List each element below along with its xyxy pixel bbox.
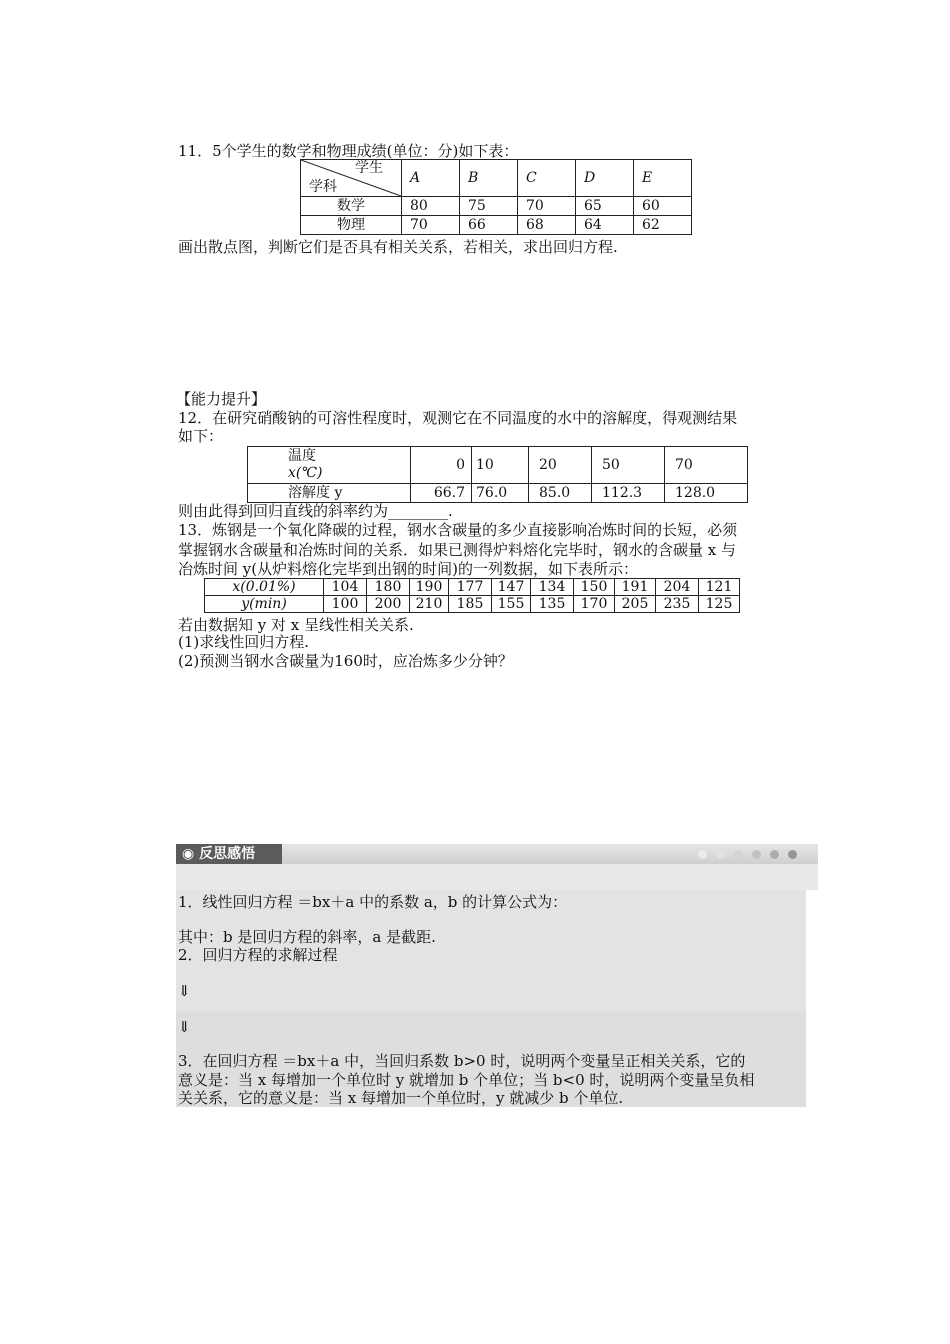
reflection-p5: 意义是：当 x 每增加一个单位时 y 就增加 b 个单位；当 b<0 时，说明两个变量呈负相 [178, 1071, 755, 1089]
q11-task: 画出散点图，判断它们是否具有相关关系，若相关，求出回归方程. [178, 238, 618, 256]
q12-line2: 如下： [178, 427, 224, 445]
table-cell: 204 [656, 579, 699, 596]
q12-solubility-table [247, 446, 748, 503]
q13-part2: (2)预测当钢水含碳量为160时，应冶炼多少分钟？ [178, 652, 513, 670]
decor-dot-icon [770, 850, 779, 859]
table-row [301, 197, 692, 216]
table-cell: 210 [410, 596, 449, 613]
section-title: 【能力提升】 [176, 390, 267, 408]
table-cell: 80 [402, 197, 460, 216]
table-row [205, 596, 740, 613]
q11-intro: 11．5个学生的数学和物理成绩(单位：分)如下表： [178, 142, 519, 160]
table-cell: 155 [492, 596, 531, 613]
q13-steel-table [204, 578, 740, 613]
table-cell: 75 [460, 197, 518, 216]
reflection-p2: 其中：b 是回归方程的斜率，a 是截距. [178, 928, 436, 946]
table-cell: 235 [656, 596, 699, 613]
table-cell: 121 [699, 579, 740, 596]
table-cell: 170 [574, 596, 615, 613]
decor-dot-icon [716, 850, 725, 859]
q11-score-table [300, 159, 692, 235]
table-cell: 191 [615, 579, 656, 596]
decor-dot-icon [698, 850, 707, 859]
reflection-band [176, 864, 818, 890]
table-row [205, 579, 740, 596]
table-cell: 60 [634, 197, 692, 216]
decor-dot-icon [788, 850, 797, 859]
q13-line2: 掌握钢水含碳量和冶炼时间的关系．如果已测得炉料熔化完毕时，钢水的含碳量 x 与 [178, 541, 736, 559]
q13-line1: 13．炼钢是一个氧化降碳的过程，钢水含碳量的多少直接影响冶炼时间的长短，必须 [178, 521, 738, 539]
row-label-temperature [248, 447, 411, 484]
table-cell: 70 [402, 216, 460, 235]
table-cell: 128.0 [665, 484, 748, 503]
table-cell: 205 [615, 596, 656, 613]
q13-line3: 冶炼时间 y(从炉料熔化完毕到出钢的时间)的一列数据，如下表所示： [178, 560, 638, 578]
table-cell: 185 [449, 596, 492, 613]
table-cell: 62 [634, 216, 692, 235]
down-arrow-icon: ⇓ [178, 1018, 191, 1036]
table-cell: 112.3 [592, 484, 665, 503]
table-cell: 125 [699, 596, 740, 613]
table-cell: 85.0 [529, 484, 592, 503]
table-cell: 135 [531, 596, 574, 613]
table-cell: 20 [529, 447, 592, 484]
table-cell: 100 [324, 596, 367, 613]
table-cell: 10 [472, 447, 529, 484]
table-cell: 0 [411, 447, 472, 484]
reflection-p4: 3．在回归方程 ＝bx＋a 中，当回归系数 b>0 时，说明两个变量呈正相关关系，它的 [178, 1052, 746, 1070]
table-row [301, 216, 692, 235]
student-e: E [634, 160, 692, 197]
table-row [248, 447, 748, 484]
temp-label-top: 温度 [288, 448, 316, 464]
q12-question: 则由此得到回归直线的斜率约为________. [178, 502, 453, 520]
decor-dot-icon [752, 850, 761, 859]
table-cell: 190 [410, 579, 449, 596]
down-arrow-icon: ⇓ [178, 982, 191, 1000]
table-cell: 147 [492, 579, 531, 596]
q13-line4: 若由数据知 y 对 x 呈线性相关关系. [178, 616, 414, 634]
q12-line1: 12．在研究硝酸钠的可溶性程度时，观测它在不同温度的水中的溶解度，得观测结果 [178, 409, 738, 427]
header-students: 学生 [355, 160, 383, 176]
table-cell: 68 [518, 216, 576, 235]
table-cell: 150 [574, 579, 615, 596]
reflection-p3: 2．回归方程的求解过程 [178, 946, 338, 964]
table-cell: 200 [367, 596, 410, 613]
temp-label-bottom: x(℃) [288, 465, 323, 481]
reflection-title: ◉ 反思感悟 [176, 844, 282, 864]
header-subject: 学科 [309, 179, 337, 195]
student-a: A [402, 160, 460, 197]
row-label-carbon: x(0.01%) [205, 579, 324, 596]
table-cell: 177 [449, 579, 492, 596]
table-row [248, 484, 748, 503]
table-cell: 76.0 [472, 484, 529, 503]
student-b: B [460, 160, 518, 197]
decor-dot-icon [734, 850, 743, 859]
table-cell: 70 [665, 447, 748, 484]
reflection-header-bar [176, 844, 818, 864]
row-label-math: 数学 [301, 197, 402, 216]
row-label-physics: 物理 [301, 216, 402, 235]
table-cell: 70 [518, 197, 576, 216]
q11-diagonal-header [301, 160, 402, 197]
student-c: C [518, 160, 576, 197]
reflection-p1: 1．线性回归方程 ＝bx＋a 中的系数 a，b 的计算公式为： [178, 893, 568, 911]
table-cell: 66.7 [411, 484, 472, 503]
q13-part1: (1)求线性回归方程. [178, 633, 310, 651]
row-label-solubility: 溶解度 y [248, 484, 411, 503]
table-cell: 50 [592, 447, 665, 484]
table-cell: 66 [460, 216, 518, 235]
table-cell: 65 [576, 197, 634, 216]
table-cell: 64 [576, 216, 634, 235]
row-label-time: y(min) [205, 596, 324, 613]
student-d: D [576, 160, 634, 197]
table-cell: 134 [531, 579, 574, 596]
table-cell: 180 [367, 579, 410, 596]
table-cell: 104 [324, 579, 367, 596]
reflection-p6: 关关系，它的意义是：当 x 每增加一个单位时，y 就减少 b 个单位. [178, 1089, 624, 1107]
